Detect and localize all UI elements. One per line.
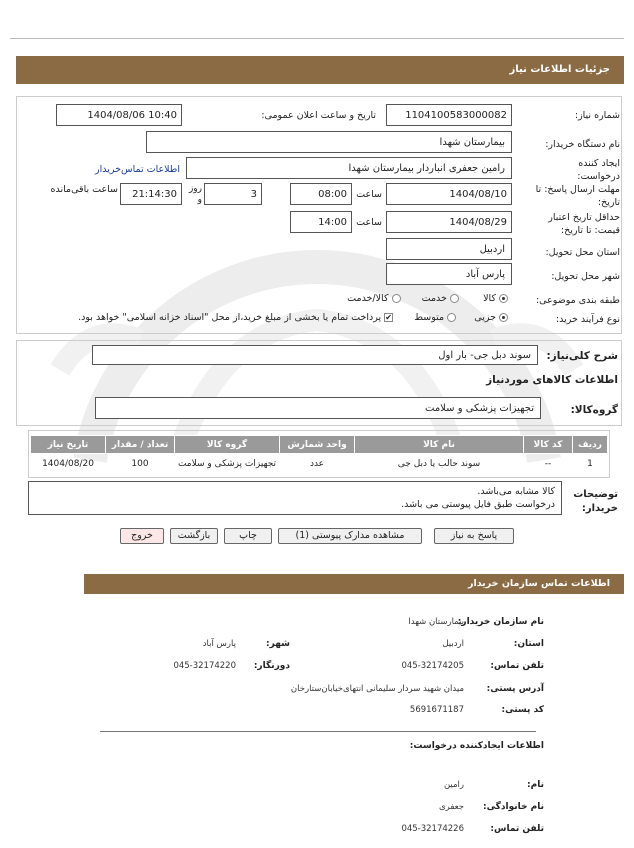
send-time-field: 08:00 xyxy=(290,183,352,205)
requester-family-label: نام خانوادگی: xyxy=(482,802,544,812)
summary-label: شرح کلی‌نیاز: xyxy=(546,350,618,362)
radio-selected-icon xyxy=(499,294,508,303)
cell-name: سوند حالب یا دبل جی xyxy=(397,459,481,469)
cell-code: -- xyxy=(544,459,552,469)
send-deadline-label: مهلت ارسال پاسخ: تا تاریخ: xyxy=(535,184,620,208)
min-validity-label: حداقل تاریخ اعتبار قیمت: تا تاریخ: xyxy=(548,212,620,236)
print-button[interactable]: چاپ xyxy=(224,528,272,544)
days-field: 3 xyxy=(204,183,262,205)
col-unit: واحد شمارش xyxy=(280,436,355,454)
buyer-notes-box xyxy=(28,481,562,515)
items-table-header xyxy=(31,436,608,454)
requester-phone-label: تلفن تماس: xyxy=(490,824,544,834)
radio-icon xyxy=(450,294,459,303)
cell-qty: 100 xyxy=(131,459,149,469)
requester-name-value: رامین xyxy=(443,780,464,790)
contact-fax-value: 045-32174220 xyxy=(173,661,236,671)
buyer-notes-line-1: کالا مشابه می‌باشد. xyxy=(477,486,555,497)
contact-address-label: آدرس پستی: xyxy=(486,684,544,694)
purchase-type-options xyxy=(8,312,508,323)
col-row: ردیف xyxy=(573,436,608,454)
contact-org-value: بیمارستان شهدا xyxy=(408,617,464,627)
cell-group: تجهیزات پزشکی و سلامت xyxy=(177,459,277,469)
need-number-label: شماره نیاز: xyxy=(574,110,620,121)
col-date: تاریخ نیاز xyxy=(31,436,106,454)
purchase-option-medium[interactable]: متوسط xyxy=(414,312,456,323)
radio-selected-icon xyxy=(499,313,508,322)
items-table xyxy=(30,435,608,474)
announce-field: 1404/08/06 10:40 xyxy=(56,104,182,126)
table-row[interactable] xyxy=(31,454,608,475)
contact-fax-label: دورنگار: xyxy=(253,661,290,671)
buyer-notes-line-2: درخواست طبق فایل پیوستی می باشد. xyxy=(401,499,555,510)
category-options xyxy=(208,293,508,304)
remaining-time-field: 21:14:30 xyxy=(120,183,182,205)
contact-province-value: اردبیل xyxy=(442,639,464,649)
requester-family-value: جعفری xyxy=(439,802,464,812)
treasury-payment-option[interactable]: ✔ پرداخت تمام یا بخشی از مبلغ خرید،از محل "اسناد خزانه اسلامی" خواهد بود. xyxy=(78,312,392,323)
attachments-button[interactable]: مشاهده مدارک پیوستی (1) xyxy=(278,528,422,544)
buyer-org-label: نام دستگاه خریدار: xyxy=(545,139,620,150)
back-button[interactable]: بازگشت xyxy=(170,528,218,544)
contact-province-label: استان: xyxy=(513,639,544,649)
cell-date: 1404/08/20 xyxy=(42,459,94,469)
remaining-label: ساعت باقی‌مانده xyxy=(50,184,118,195)
send-time-label: ساعت xyxy=(356,189,382,200)
contact-postal-label: کد پستی: xyxy=(501,705,544,715)
top-divider xyxy=(10,38,624,39)
contact-org-label: نام سازمان خریدار: xyxy=(457,617,544,627)
city-label: شهر محل تحویل: xyxy=(551,271,620,282)
purchase-type-label: نوع فرآیند خرید: xyxy=(555,314,620,325)
exit-button[interactable]: خروج xyxy=(120,528,164,544)
buyer-contact-link[interactable]: اطلاعات تماس‌خریدار xyxy=(95,164,180,175)
contact-divider xyxy=(100,731,536,732)
goods-info-title: اطلاعات کالاهای موردنیاز xyxy=(486,374,618,386)
contact-phone-value: 045-32174205 xyxy=(401,661,464,671)
creator-field: رامین جعفری انباردار بیمارستان شهدا xyxy=(186,157,512,179)
details-header-title: جزئیات اطلاعات نیاز xyxy=(509,64,610,75)
col-group: گروه کالا xyxy=(175,436,280,454)
validity-date-field: 1404/08/29 xyxy=(386,211,512,233)
purchase-option-minor[interactable]: جزیی xyxy=(474,312,508,323)
col-name: نام کالا xyxy=(355,436,524,454)
col-qty: تعداد / مقدار xyxy=(106,436,175,454)
province-label: استان محل تحویل: xyxy=(545,247,620,258)
radio-icon xyxy=(447,313,456,322)
checkbox-checked-icon: ✔ xyxy=(385,313,392,322)
category-option-service[interactable]: خدمت xyxy=(422,293,459,304)
contact-phone-label: تلفن تماس: xyxy=(490,661,544,671)
summary-field: سوند دبل جی- بار اول xyxy=(92,345,538,365)
requester-title: اطلاعات ایجادکننده درخواست: xyxy=(409,741,544,751)
contact-header-title: اطلاعات تماس سازمان خریدار xyxy=(467,578,610,589)
category-option-both[interactable]: کالا/خدمت xyxy=(347,293,400,304)
contact-address-value: میدان شهید سردار سلیمانی انتهای‌خیابان‌ستارخان xyxy=(290,684,464,694)
cell-row: 1 xyxy=(587,459,593,469)
radio-icon xyxy=(392,294,401,303)
buyer-notes-label: توضیحات خریدار: xyxy=(573,489,618,514)
contact-header xyxy=(84,574,624,594)
validity-time-label: ساعت xyxy=(356,217,382,228)
contact-city-label: شهر: xyxy=(266,639,290,649)
requester-phone-value: 045-32174226 xyxy=(401,824,464,834)
buyer-org-field: بیمارستان شهدا xyxy=(146,131,512,153)
province-field: اردبیل xyxy=(386,238,512,260)
contact-city-value: پارس آباد xyxy=(202,639,236,649)
need-number-field: 1104100583000082 xyxy=(386,104,512,126)
cell-unit: عدد xyxy=(309,459,325,469)
col-code: کد کالا xyxy=(524,436,573,454)
creator-label: ایجاد کننده درخواست: xyxy=(577,158,620,182)
goods-group-field: تجهیزات پزشکی و سلامت xyxy=(95,397,541,419)
requester-name-label: نام: xyxy=(527,780,544,790)
contact-postal-value: 5691671187 xyxy=(409,705,464,715)
category-label: طبقه بندی موضوعی: xyxy=(535,295,620,306)
reply-button[interactable]: پاسخ به نیاز xyxy=(434,528,514,544)
details-header xyxy=(16,56,624,84)
category-option-goods[interactable]: کالا xyxy=(483,293,508,304)
city-field: پارس آباد xyxy=(386,263,512,285)
announce-label: تاریخ و ساعت اعلان عمومی: xyxy=(261,110,376,121)
send-date-field: 1404/08/10 xyxy=(386,183,512,205)
validity-time-field: 14:00 xyxy=(290,211,352,233)
goods-group-label: گروه‌کالا: xyxy=(570,404,618,416)
days-label: روز و xyxy=(188,184,202,205)
